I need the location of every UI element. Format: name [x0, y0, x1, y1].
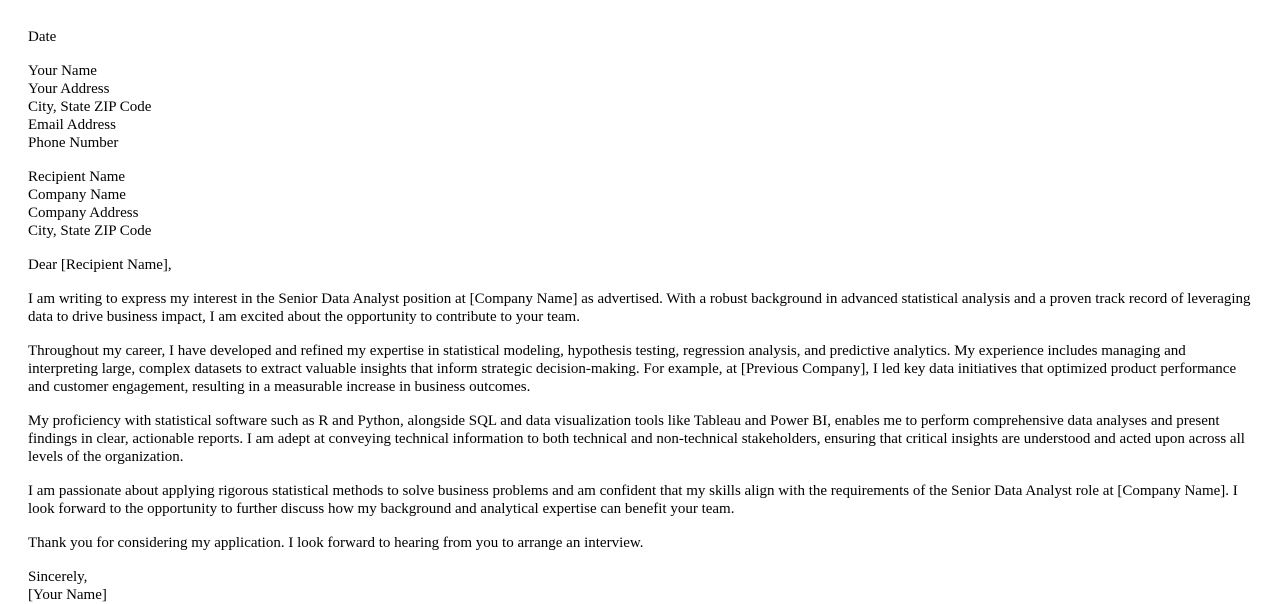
cover-letter — [28, 28, 1252, 604]
recipient-address: Company Address — [28, 205, 139, 221]
recipient-company: Company Name — [28, 187, 126, 203]
sender-phone: Phone Number — [28, 135, 119, 151]
closing-text: Sincerely, — [28, 569, 88, 585]
recipient-city-state-zip: City, State ZIP Code — [28, 223, 152, 239]
closing-block — [28, 568, 1252, 604]
recipient-block — [28, 168, 1252, 240]
sender-name: Your Name — [28, 63, 97, 79]
sender-email: Email Address — [28, 117, 116, 133]
salutation: Dear [Recipient Name], — [28, 257, 172, 273]
letter-date: Date — [28, 29, 57, 45]
sender-block — [28, 62, 1252, 152]
sender-address: Your Address — [28, 81, 110, 97]
body-paragraph-3: My proficiency with statistical software such as R and Python, alongside SQL and data visualization tools like Tableau and Power BI, enables me to perform comprehensive data analyses and present findings in clear, actionable reports. I am adept at conveying technical information to both technical and non-technical stakeholders, ensuring that critical insights are understood and acted upon across all levels of the organization. — [28, 413, 1245, 465]
body-paragraph-5: Thank you for considering my application. I look forward to hearing from you to arrange an interview. — [28, 535, 644, 551]
sender-city-state-zip: City, State ZIP Code — [28, 99, 152, 115]
body-paragraph-2: Throughout my career, I have developed and refined my expertise in statistical modeling, hypothesis testing, regression analysis, and predictive analytics. My experience includes managing and interpreting large, complex datasets to extract valuable insights that inform strategic decision-making. For example, at [Previous Company], I led key data initiatives that optimized product performance and customer engagement, resulting in a measurable increase in business outcomes. — [28, 343, 1237, 395]
body-paragraph-4: I am passionate about applying rigorous statistical methods to solve business problems and am confident that my skills align with the requirements of the Senior Data Analyst role at [Company Name]. I look forward to the opportunity to further discuss how my background and analytical expertise can benefit your team. — [28, 483, 1238, 517]
body-paragraph-1: I am writing to express my interest in the Senior Data Analyst position at [Company Name] as advertised. With a robust background in advanced statistical analysis and a proven track record of leveraging data to drive business impact, I am excited about the opportunity to contribute to your team. — [28, 291, 1251, 325]
signature-name: [Your Name] — [28, 587, 107, 603]
recipient-name: Recipient Name — [28, 169, 126, 185]
date-block — [28, 28, 1252, 46]
